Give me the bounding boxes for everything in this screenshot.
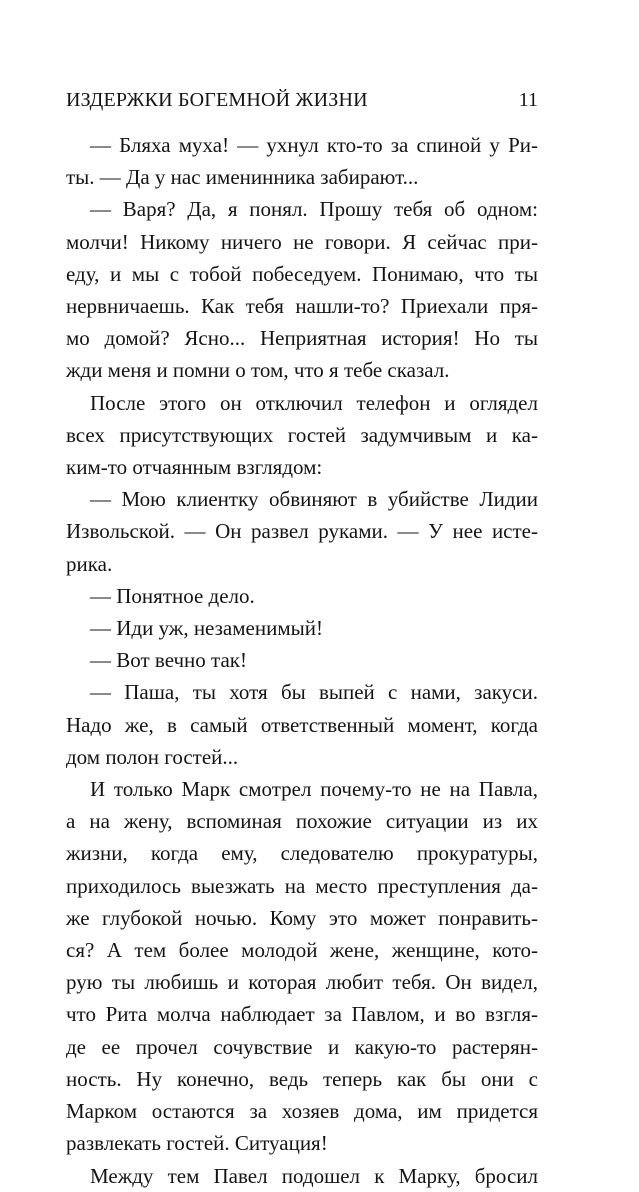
text-line: И только Марк смотрел почему-то не на Павла, xyxy=(90,777,538,802)
text-line: жди меня и помни о том, что я тебе сказал. xyxy=(66,358,450,383)
text-line: а на жену, вспоминая похожие ситуации из их xyxy=(66,809,538,834)
running-header xyxy=(66,86,538,114)
text-line: — Мою клиентку обвиняют в убийстве Лидии xyxy=(90,487,538,512)
text-line: рика. xyxy=(66,551,113,576)
text-line: ким-то отчаянным взглядом: xyxy=(66,455,323,480)
text-line: — Бляха муха! — ухнул кто-то за спиной у Ри- xyxy=(90,133,538,157)
page-number: 11 xyxy=(518,89,538,111)
text-line: После этого он отключил телефон и оглядел xyxy=(90,390,538,415)
book-page xyxy=(66,86,538,1192)
running-title: ИЗДЕРЖКИ БОГЕМНОЙ ЖИЗНИ xyxy=(66,89,368,111)
text-line: — Иди уж, незаменимый! xyxy=(90,616,323,641)
text-line: — Паша, ты хотя бы выпей с нами, закуси. xyxy=(90,680,538,705)
text-line: молчи! Никому ничего не говори. Я сейчас при- xyxy=(66,229,538,254)
text-line: нервничаешь. Как тебя нашли-то? Приехали пря- xyxy=(66,294,538,319)
text-line: Между тем Павел подошел к Марку, бросил xyxy=(90,1163,538,1188)
body-text xyxy=(66,129,538,1192)
text-line: дом полон гостей... xyxy=(66,744,239,769)
text-line: — Вот вечно так! xyxy=(90,648,247,673)
text-line: де ее прочел сочувствие и какую-то растерян- xyxy=(66,1034,538,1059)
text-line: всех присутствующих гостей задумчивым и ка- xyxy=(66,422,538,447)
text-line: ность. Ну конечно, ведь теперь как бы они с xyxy=(66,1066,538,1091)
text-line: что Рита молча наблюдает за Павлом, и во взгля- xyxy=(66,1002,538,1027)
text-line: мо домой? Ясно... Неприятная история! Но ты xyxy=(66,326,538,351)
text-line: рую ты любишь и которая любит тебя. Он видел, xyxy=(66,970,538,995)
text-line: еду, и мы с тобой побеседуем. Понимаю, что ты xyxy=(66,261,538,286)
text-line: — Понятное дело. xyxy=(90,583,255,608)
text-line: Марком остаются за хозяев дома, им придется xyxy=(66,1099,538,1124)
text-line: ся? А тем более молодой жене, женщине, кото- xyxy=(66,938,538,963)
text-line: Надо же, в самый ответственный момент, когда xyxy=(66,712,538,737)
text-line: жизни, когда ему, следователю прокуратуры, xyxy=(66,841,538,866)
text-line: приходилось выезжать на место преступления да- xyxy=(66,873,538,898)
text-line: Извольской. — Он развел руками. — У нее исте- xyxy=(66,519,538,544)
text-line: — Варя? Да, я понял. Прошу тебя об одном: xyxy=(90,197,538,222)
text-line: развлекать гостей. Ситуация! xyxy=(66,1131,328,1156)
text-line: ты. — Да у нас именинника забирают... xyxy=(66,165,419,190)
text-line: же глубокой ночью. Кому это может понравить- xyxy=(66,905,538,930)
